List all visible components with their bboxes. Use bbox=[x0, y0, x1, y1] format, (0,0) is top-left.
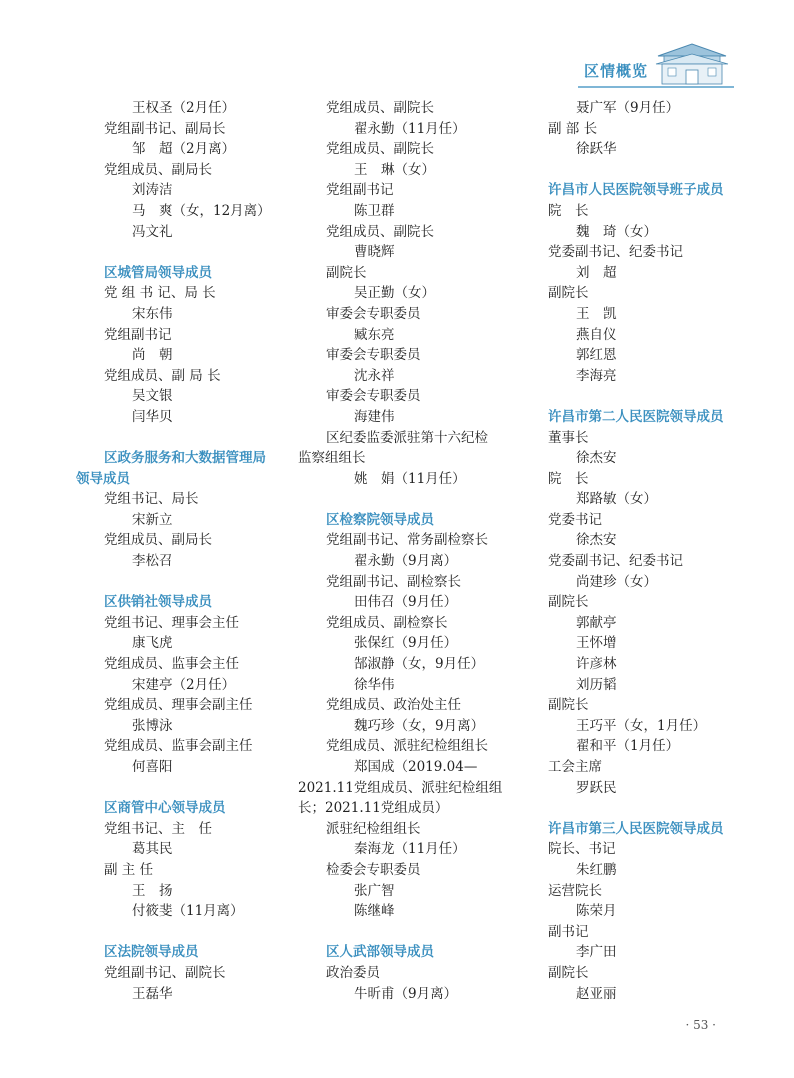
entry-line: 审委会专职委员 bbox=[326, 388, 421, 405]
entry-line: 党组成员、副检察长 bbox=[326, 614, 448, 631]
entry-line: 许彦林 bbox=[576, 656, 617, 673]
entry-line: 燕自仪 bbox=[576, 326, 617, 343]
entry-line: 吴文银 bbox=[132, 388, 173, 405]
header-divider bbox=[578, 86, 734, 88]
section-title: 区情概览 bbox=[584, 62, 649, 80]
section-heading: 领导成员 bbox=[76, 470, 130, 487]
entry-line: 闫华贝 bbox=[132, 408, 173, 425]
entry-line: 张保红（9月任） bbox=[354, 635, 458, 652]
entry-line: 审委会专职委员 bbox=[326, 305, 421, 322]
section-heading: 许昌市第二人民医院领导成员 bbox=[548, 408, 724, 425]
entry-line: 党组成员、副 局 长 bbox=[104, 367, 221, 384]
entry-line: 聂广军（9月任） bbox=[576, 100, 680, 116]
entry-line: 党组副书记 bbox=[104, 326, 172, 343]
entry-line: 徐杰安 bbox=[576, 532, 617, 549]
spacer bbox=[520, 798, 720, 819]
entry-line: 罗跃民 bbox=[576, 779, 617, 796]
section-heading: 区供销社领导成员 bbox=[104, 594, 212, 611]
entry-line: 臧东亮 bbox=[354, 326, 395, 343]
entry-line: 魏巧珍（女，9月离） bbox=[354, 717, 485, 734]
column-right bbox=[520, 98, 724, 1004]
entry-line: 党委书记 bbox=[548, 511, 602, 528]
spacer bbox=[76, 428, 281, 449]
entry-line: 副院长 bbox=[548, 964, 589, 981]
entry-line: 王 凯 bbox=[576, 305, 617, 322]
entry-line: 副 主 任 bbox=[104, 861, 154, 878]
entry-line: 吴正勤（女） bbox=[354, 285, 435, 302]
spacer bbox=[298, 489, 510, 510]
spacer bbox=[520, 386, 720, 407]
entry-line: 朱红鹏 bbox=[576, 861, 617, 878]
entry-line: 党组副书记、常务副检察长 bbox=[326, 532, 488, 549]
entry-line: 曹晓辉 bbox=[354, 244, 395, 261]
entry-line: 王怀增 bbox=[576, 635, 617, 652]
entry-line: 李海亮 bbox=[576, 367, 617, 384]
entry-line: 冯文礼 bbox=[132, 223, 173, 240]
section-heading: 许昌市第三人民医院领导成员 bbox=[548, 820, 724, 837]
entry-line: 海建伟 bbox=[354, 408, 395, 425]
entry-line: 工会主席 bbox=[548, 759, 602, 775]
entry-line: 姚 娟（11月任） bbox=[354, 470, 466, 487]
entry-line: 党组成员、副院长 bbox=[326, 141, 434, 158]
entry-line: 党组书记、理事会主任 bbox=[104, 614, 239, 631]
entry-line: 副 部 长 bbox=[548, 120, 598, 137]
entry-line: 2021.11党组成员、派驻纪检组组 bbox=[298, 779, 503, 796]
entry-line: 董事长 bbox=[548, 429, 589, 446]
entry-line: 刘历韬 bbox=[576, 676, 617, 693]
entry-line: 秦海龙（11月任） bbox=[354, 841, 466, 858]
entry-line: 陈继峰 bbox=[354, 903, 395, 920]
entry-line: 党组成员、监事会主任 bbox=[104, 656, 239, 673]
entry-line: 党组副书记、副院长 bbox=[104, 964, 226, 981]
entry-line: 王 琳（女） bbox=[354, 161, 435, 178]
entry-line: 徐跃华 bbox=[576, 141, 617, 158]
entry-line: 院长、书记 bbox=[548, 841, 616, 858]
section-heading: 许昌市人民医院领导班子成员 bbox=[548, 182, 724, 199]
spacer bbox=[76, 572, 281, 593]
section-heading: 区城管局领导成员 bbox=[104, 264, 212, 281]
entry-line: 葛其民 bbox=[132, 841, 173, 858]
entry-line: 检委会专职委员 bbox=[326, 861, 421, 878]
page-number: · 53 · bbox=[685, 1018, 716, 1032]
entry-line: 王权圣（2月任） bbox=[132, 100, 236, 116]
entry-line: 付筱斐（11月离） bbox=[132, 903, 244, 920]
entry-line: 宋新立 bbox=[132, 511, 173, 528]
entry-line: 副院长 bbox=[548, 285, 589, 302]
entry-line: 党组副书记、副检察长 bbox=[326, 573, 461, 590]
entry-line: 党组副书记、副局长 bbox=[104, 120, 226, 137]
entry-line: 陈荣月 bbox=[576, 903, 617, 920]
entry-line: 刘 超 bbox=[576, 264, 617, 281]
entry-line: 派驻纪检组组长 bbox=[326, 820, 421, 837]
entry-line: 李松召 bbox=[132, 553, 173, 570]
entry-line: 田伟召（9月任） bbox=[354, 594, 458, 611]
entry-line: 郭献亭 bbox=[576, 614, 617, 631]
entry-line: 翟和平（1月任） bbox=[576, 738, 680, 755]
spacer bbox=[76, 778, 281, 799]
column-middle bbox=[298, 98, 510, 1004]
section-heading: 区商管中心领导成员 bbox=[104, 800, 226, 817]
entry-line: 党组成员、理事会副主任 bbox=[104, 697, 253, 714]
entry-line: 牛昕甫（9月离） bbox=[354, 985, 458, 1002]
section-heading: 区政务服务和大数据管理局 bbox=[104, 450, 266, 467]
entry-line: 党组书记、主 任 bbox=[104, 820, 212, 837]
entry-line: 党委副书记、纪委书记 bbox=[548, 244, 683, 261]
entry-line: 党组副书记 bbox=[326, 182, 394, 199]
entry-line: 副院长 bbox=[548, 594, 589, 611]
section-heading: 区人武部领导成员 bbox=[326, 944, 434, 961]
entry-line: 张博泳 bbox=[132, 717, 173, 734]
entry-line: 翟永勤（9月离） bbox=[354, 553, 458, 570]
spacer bbox=[76, 922, 281, 943]
entry-line: 刘涛洁 bbox=[132, 182, 173, 199]
entry-line: 邹 超（2月离） bbox=[132, 141, 236, 158]
entry-line: 王巧平（女，1月任） bbox=[576, 717, 707, 734]
entry-line: 副书记 bbox=[548, 923, 589, 940]
entry-line: 郑路敏（女） bbox=[576, 491, 657, 508]
spacer bbox=[298, 922, 510, 943]
entry-line: 翟永勤（11月任） bbox=[354, 120, 466, 137]
gate-tower-icon bbox=[652, 40, 732, 86]
entry-line: 王 扬 bbox=[132, 882, 173, 899]
entry-line: 审委会专职委员 bbox=[326, 347, 421, 364]
entry-line: 徐杰安 bbox=[576, 450, 617, 467]
entry-line: 郭红恩 bbox=[576, 347, 617, 364]
entry-line: 副院长 bbox=[548, 697, 589, 714]
spacer bbox=[520, 160, 720, 181]
entry-line: 陈卫群 bbox=[354, 202, 395, 219]
entry-line: 长；2021.11党组成员） bbox=[298, 800, 449, 817]
entry-line: 党组成员、派驻纪检组组长 bbox=[326, 738, 488, 755]
entry-line: 宋建亭（2月任） bbox=[132, 676, 236, 693]
section-header bbox=[560, 40, 736, 86]
entry-line: 副院长 bbox=[326, 264, 367, 281]
entry-line: 何喜阳 bbox=[132, 759, 173, 775]
entry-line: 徐华伟 bbox=[354, 676, 395, 693]
entry-line: 马 爽（女，12月离） bbox=[132, 202, 271, 219]
section-heading: 区法院领导成员 bbox=[104, 944, 199, 961]
entry-line: 王磊华 bbox=[132, 985, 173, 1002]
entry-line: 政治委员 bbox=[326, 964, 380, 981]
entry-line: 院 长 bbox=[548, 470, 589, 487]
entry-line: 李广田 bbox=[576, 944, 617, 961]
entry-line: 党委副书记、纪委书记 bbox=[548, 553, 683, 570]
entry-line: 党组书记、局长 bbox=[104, 491, 199, 508]
entry-line: 党组成员、政治处主任 bbox=[326, 697, 461, 714]
entry-line: 康飞虎 bbox=[132, 635, 173, 652]
entry-line: 魏 琦（女） bbox=[576, 223, 657, 240]
entry-line: 赵亚丽 bbox=[576, 985, 617, 1002]
entry-line: 尚 朝 bbox=[132, 347, 173, 364]
entry-line: 郜淑静（女，9月任） bbox=[354, 656, 485, 673]
column-left bbox=[76, 98, 281, 1004]
entry-line: 党组成员、副局长 bbox=[104, 161, 212, 178]
section-heading: 区检察院领导成员 bbox=[326, 511, 434, 528]
entry-line: 党组成员、副院长 bbox=[326, 100, 434, 116]
entry-line: 区纪委监委派驻第十六纪检 bbox=[326, 429, 488, 446]
entry-line: 运营院长 bbox=[548, 882, 602, 899]
entry-line: 沈永祥 bbox=[354, 367, 395, 384]
entry-line: 党组成员、副院长 bbox=[326, 223, 434, 240]
entry-line: 郑国成（2019.04— bbox=[354, 759, 478, 775]
entry-line: 党组成员、副局长 bbox=[104, 532, 212, 549]
entry-line: 宋东伟 bbox=[132, 305, 173, 322]
entry-line: 张广智 bbox=[354, 882, 395, 899]
entry-line: 党 组 书 记、局 长 bbox=[104, 285, 216, 302]
entry-line: 尚建珍（女） bbox=[576, 573, 657, 590]
entry-line: 党组成员、监事会副主任 bbox=[104, 738, 253, 755]
entry-line: 院 长 bbox=[548, 202, 589, 219]
spacer bbox=[76, 242, 281, 263]
entry-line: 监察组组长 bbox=[298, 450, 366, 467]
